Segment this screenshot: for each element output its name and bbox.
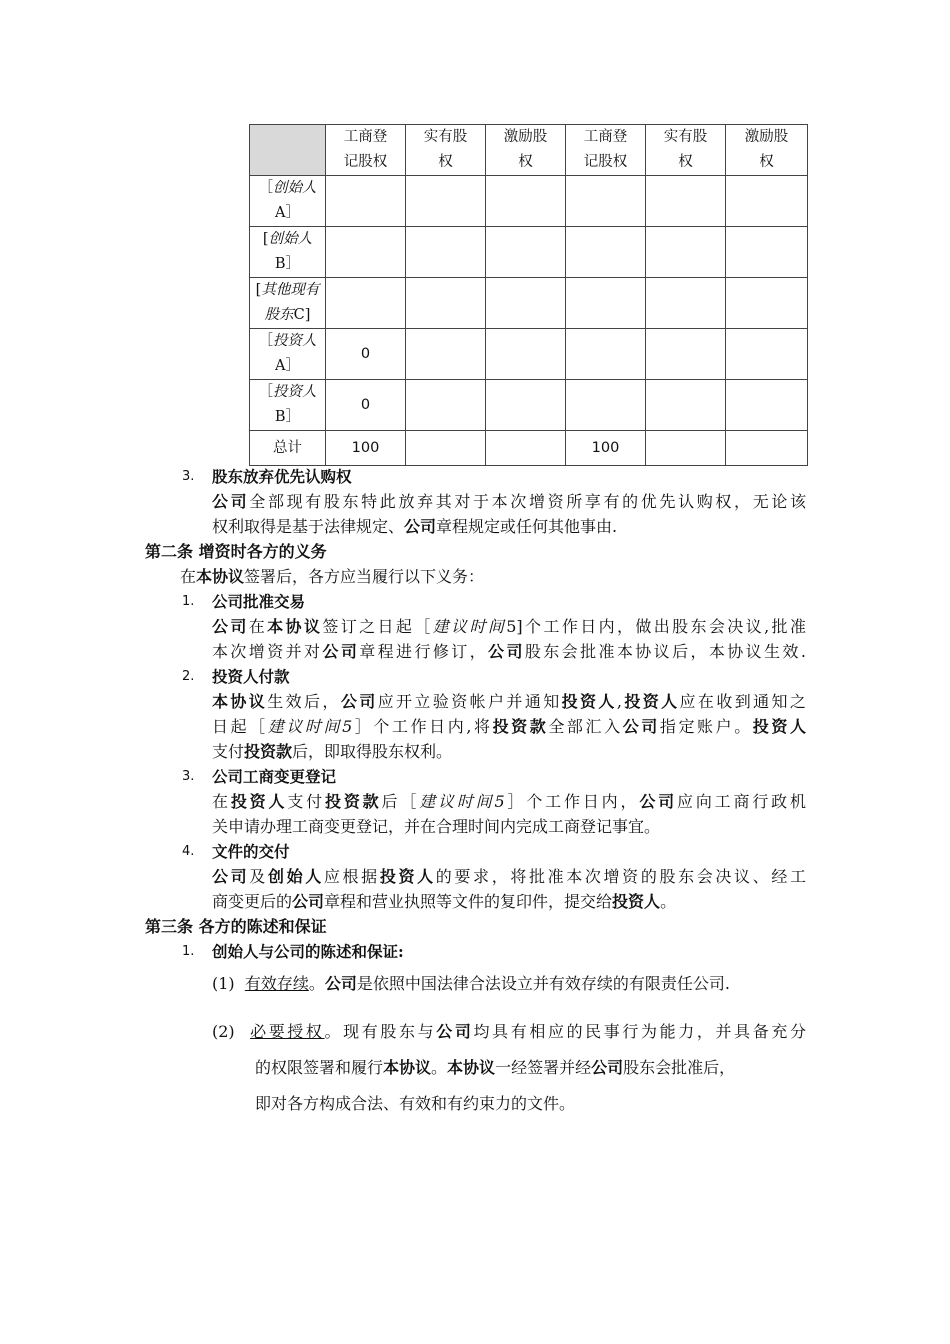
table-header-row <box>250 125 808 176</box>
table-cell <box>486 176 566 227</box>
section-heading: 投资人付款 <box>212 667 290 686</box>
table-cell <box>406 176 486 227</box>
table-cell <box>566 380 646 431</box>
table-cell <box>566 176 646 227</box>
table-cell <box>726 176 808 227</box>
header-cell: 实有股 权 <box>646 125 726 176</box>
list-number: 1. <box>182 594 195 609</box>
paragraph-line: 商变更后的公司章程和营业执照等文件的复印件，提交给投资人。 <box>212 892 677 911</box>
paragraph-line: 日起［建议时间5］个工作日内,将投资款全部汇入公司指定账户。投资人 <box>212 717 806 736</box>
paragraph-line: 公司全部现有股东特此放弃其对于本次增资所享有的优先认购权，无论该 <box>212 492 806 511</box>
list-number: 1. <box>182 944 195 959</box>
section-heading: 公司批准交易 <box>212 592 306 611</box>
table-cell <box>406 329 486 380</box>
equity-table <box>249 124 808 466</box>
paragraph-line: 支付投资款后，即取得股东权利。 <box>212 742 453 761</box>
section-heading: 股东放弃优先认购权 <box>212 467 352 486</box>
header-cell: 激励股 权 <box>726 125 808 176</box>
clause-2: (2) 必要授权。现有股东与公司均具有相应的民事行为能力，并具备充分 <box>212 1022 806 1041</box>
table-cell <box>726 380 808 431</box>
list-number: 2. <box>182 669 195 684</box>
row-label: ［投资人 A］ <box>250 329 326 380</box>
header-cell: 工商登 记股权 <box>566 125 646 176</box>
article-heading: 第二条 增资时各方的义务 <box>145 542 327 561</box>
section-heading: 创始人与公司的陈述和保证: <box>212 942 404 961</box>
paragraph-line: 即对各方构成合法、有效和有约束力的文件。 <box>255 1094 576 1113</box>
table-cell <box>326 176 406 227</box>
list-number: 3. <box>182 469 195 484</box>
table-cell <box>646 329 726 380</box>
table-cell <box>646 431 726 466</box>
total-label: 总计 <box>250 431 326 466</box>
paragraph-line: 公司在本协议签订之日起［建议时间5]个工作日内，做出股东会决议,批准 <box>212 617 806 636</box>
header-cell: 工商登 记股权 <box>326 125 406 176</box>
paragraph-line: 关申请办理工商变更登记，并在合理时间内完成工商登记事宜。 <box>212 817 661 836</box>
table-row <box>250 329 808 380</box>
table-cell <box>726 329 808 380</box>
table-cell: 100 <box>326 431 406 466</box>
table-cell <box>406 227 486 278</box>
table-cell: 0 <box>326 329 406 380</box>
row-label: ［投资人 B］ <box>250 380 326 431</box>
section-heading: 公司工商变更登记 <box>212 767 337 786</box>
table-cell <box>486 227 566 278</box>
article-heading: 第三条 各方的陈述和保证 <box>145 917 327 936</box>
row-label: [创始人 B］ <box>250 227 326 278</box>
table-cell <box>486 380 566 431</box>
table-cell <box>646 278 726 329</box>
paragraph-line: 权利取得是基于法律规定、公司章程规定或任何其他事由. <box>212 517 618 536</box>
table-cell <box>566 329 646 380</box>
paragraph-line: 在投资人支付投资款后［建议时间5］个工作日内，公司应向工商行政机 <box>212 792 806 811</box>
table-cell <box>486 329 566 380</box>
table-cell <box>726 431 808 466</box>
list-number: 4. <box>182 844 195 859</box>
paragraph-line: 在本协议签署后，各方应当履行以下义务： <box>180 567 485 586</box>
table-cell: 100 <box>566 431 646 466</box>
paragraph-line: 本协议生效后，公司应开立验资帐户并通知投资人,投资人应在收到通知之 <box>212 692 806 711</box>
paragraph-line: 公司及创始人应根据投资人的要求，将批准本次增资的股东会决议、经工 <box>212 867 806 886</box>
table-corner-cell <box>250 125 326 176</box>
table-row <box>250 278 808 329</box>
paragraph-line: 本次增资并对公司章程进行修订，公司股东会批准本协议后，本协议生效. <box>212 642 806 661</box>
table-cell <box>406 380 486 431</box>
table-cell <box>566 227 646 278</box>
table-cell <box>406 278 486 329</box>
table-row <box>250 380 808 431</box>
section-heading: 文件的交付 <box>212 842 290 861</box>
table-cell <box>566 278 646 329</box>
table-cell <box>646 380 726 431</box>
header-cell: 实有股 权 <box>406 125 486 176</box>
header-cell: 激励股 权 <box>486 125 566 176</box>
table-cell <box>486 278 566 329</box>
table-cell: 0 <box>326 380 406 431</box>
row-label: ［创始人 A］ <box>250 176 326 227</box>
table-cell <box>486 431 566 466</box>
table-cell <box>726 227 808 278</box>
table-row <box>250 227 808 278</box>
table-cell <box>326 227 406 278</box>
paragraph-line: 的权限签署和履行本协议。本协议一经签署并经公司股东会批准后， <box>255 1058 736 1077</box>
row-label: [其他现有 股东C] <box>250 278 326 329</box>
table-cell <box>726 278 808 329</box>
table-cell <box>646 176 726 227</box>
table-cell <box>406 431 486 466</box>
clause-1: (1) 有效存续。公司是依照中国法律合法设立并有效存续的有限责任公司. <box>212 974 730 993</box>
table-total-row <box>250 431 808 466</box>
table-cell <box>326 278 406 329</box>
list-number: 3. <box>182 769 195 784</box>
table-row <box>250 176 808 227</box>
table-cell <box>646 227 726 278</box>
